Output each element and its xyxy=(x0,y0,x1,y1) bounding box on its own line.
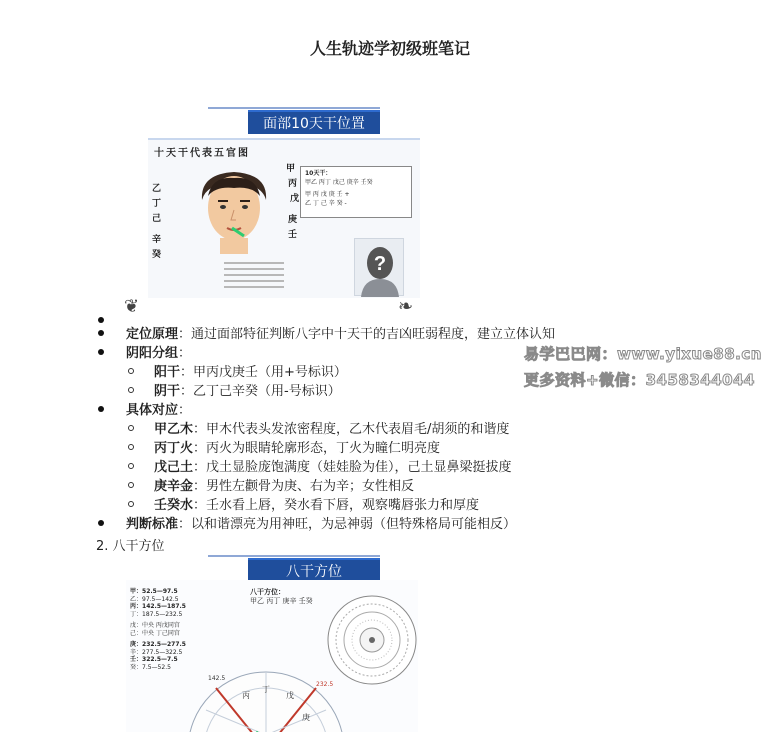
sub-bullet-label: 丙丁火 xyxy=(154,441,194,456)
notes-line: 甲乙 丙丁 戊己 庚辛 壬癸 xyxy=(305,179,373,186)
stems-right-column xyxy=(272,162,299,243)
bullet-dot xyxy=(98,406,104,412)
degree-line: 丙：142.5—187.5 xyxy=(130,603,186,610)
degree-line: 己：中央 丁己同宫 xyxy=(130,629,180,637)
panel-title: 十天干代表五官图 xyxy=(154,148,250,159)
degree-line: 乙：97.5—142.5 xyxy=(130,595,179,603)
sub-bullet-item xyxy=(154,380,341,399)
scroll-ornament-icon: ❦ xyxy=(124,296,140,317)
stem-label: 丁 xyxy=(152,199,162,209)
stems-notes-box xyxy=(300,166,412,218)
direction-compass xyxy=(186,640,346,732)
bullet-item xyxy=(126,342,191,361)
stem-label: 己 xyxy=(152,214,162,224)
sub-bullet-text: ：丙火为眼睛轮廓形态，丁火为瞳仁明亮度 xyxy=(193,441,441,456)
stem-label: 甲 xyxy=(286,164,296,174)
stem-label: 戊 xyxy=(290,194,300,204)
sub-bullet-circle xyxy=(128,425,134,431)
eight-stems-direction-figure xyxy=(124,550,420,732)
bullet-dot xyxy=(98,349,104,355)
bullet-item xyxy=(126,323,555,342)
bullet-label: 阴阳分组 xyxy=(126,346,179,361)
sub-bullet-text: ：甲丙戊庚壬（用+号标识） xyxy=(180,365,347,380)
sub-bullet-label: 阳干 xyxy=(154,365,181,380)
bullet-label: 具体对应 xyxy=(126,403,179,418)
scroll-ornament-icon: ❧ xyxy=(398,296,414,317)
bullet-dot xyxy=(98,520,104,526)
sub-bullet-item xyxy=(154,456,512,475)
bagua-text xyxy=(250,588,313,606)
sub-bullet-text: ：壬水看上唇，癸水看下唇，观察嘴唇张力和厚度 xyxy=(193,498,480,513)
bullet-text: ：通过面部特征判断八字中十天干的吉凶旺弱程度，建立立体认知 xyxy=(178,327,556,342)
stem-label: 壬 xyxy=(288,230,298,240)
bullet-label: 判断标准 xyxy=(126,517,179,532)
figure-panel xyxy=(126,580,418,732)
bullet-text: ： xyxy=(178,403,192,418)
notes-line: 乙 丁 己 辛 癸 - xyxy=(305,200,347,207)
compass-stem-label: 丁 xyxy=(262,685,270,694)
sub-bullet-circle xyxy=(128,463,134,469)
figure-panel xyxy=(148,138,420,298)
sub-bullet-item xyxy=(154,361,347,380)
sub-bullet-circle xyxy=(128,501,134,507)
question-mark-icon: ? xyxy=(373,253,387,275)
stem-label: 乙 xyxy=(152,184,162,194)
sub-bullet-item xyxy=(154,437,440,456)
sub-bullet-text: ：甲木代表头发浓密程度，乙木代表眉毛/胡须的和谐度 xyxy=(193,422,510,437)
stem-label: 丙 xyxy=(288,179,298,189)
sub-bullet-circle xyxy=(128,387,134,393)
person-photo xyxy=(354,238,404,296)
bullet-dot xyxy=(98,317,104,323)
sub-bullet-circle xyxy=(128,444,134,450)
sub-bullet-item xyxy=(154,475,414,494)
sub-bullet-text: ：男性左颧骨为庚、右为辛；女性相反 xyxy=(193,479,415,494)
sub-bullet-circle xyxy=(128,368,134,374)
bagua-wheel-diagram xyxy=(326,594,418,686)
compass-stem-label: 戊 xyxy=(286,691,294,700)
section-heading: 2. 八干方位 xyxy=(96,539,165,554)
sub-bullet-circle xyxy=(128,482,134,488)
degree-list xyxy=(130,588,186,671)
compass-degree-label: 142.5 xyxy=(208,675,226,682)
bullet-dot xyxy=(98,330,104,336)
sub-bullet-item xyxy=(154,494,479,513)
bullet-item xyxy=(126,399,191,418)
notes-title: 10天干： xyxy=(305,170,332,177)
compass-stem-label: 庚 xyxy=(302,713,310,722)
sub-bullet-text: ：戊土显脸庞饱满度（娃娃脸为佳），己土显鼻梁挺拔度 xyxy=(193,460,512,475)
face-stems-figure xyxy=(124,102,420,322)
compass-degree-label: 232.5 xyxy=(316,681,334,688)
figure-caption-lines xyxy=(224,258,284,292)
degree-line: 辛：277.5—322.5 xyxy=(130,648,183,656)
bullet-text: ：以和谐漂亮为用神旺，为忌神弱（但特殊格局可能相反） xyxy=(178,517,517,532)
document-title: 人生轨迹学初级班笔记 xyxy=(309,39,470,58)
watermark-line: 易学巴巴网：www.yixue88.cn xyxy=(524,345,762,363)
bullet-text: ： xyxy=(178,346,192,361)
face-illustration xyxy=(192,166,276,254)
sub-bullet-text: ：乙丁己辛癸（用-号标识） xyxy=(180,384,341,399)
degree-line: 壬：322.5—7.5 xyxy=(130,656,178,663)
stems-left-column xyxy=(152,182,161,263)
figure-banner: 面部10天干位置 xyxy=(248,110,380,134)
notes-line: 甲 丙 戊 庚 壬 + xyxy=(305,191,350,198)
sub-bullet-label: 庚辛金 xyxy=(154,479,194,494)
bullet-label: 定位原理 xyxy=(126,327,179,342)
sub-bullet-label: 壬癸水 xyxy=(154,498,194,513)
stem-label: 辛 xyxy=(152,235,162,245)
compass-stem-label: 丙 xyxy=(242,691,250,700)
bagua-title: 八干方位： xyxy=(250,588,285,596)
degree-line: 戊：中央 丙戊同宫 xyxy=(130,622,180,629)
bagua-line: 甲乙 丙丁 庚辛 壬癸 xyxy=(250,597,313,605)
sub-bullet-label: 甲乙木 xyxy=(154,422,194,437)
stem-label: 庚 xyxy=(288,215,298,225)
degree-line: 癸：7.5—52.5 xyxy=(130,663,171,671)
watermark-line: 更多资料+微信：3458344044 xyxy=(524,371,755,389)
stem-label: 癸 xyxy=(152,250,162,260)
bullet-item xyxy=(126,513,516,532)
degree-line: 丁：187.5—232.5 xyxy=(130,610,183,618)
sub-bullet-label: 戊己土 xyxy=(154,460,194,475)
sub-bullet-item xyxy=(154,418,509,437)
sub-bullet-label: 阴干 xyxy=(154,384,181,399)
degree-line: 甲：52.5—97.5 xyxy=(130,588,178,595)
figure-banner: 八干方位 xyxy=(248,558,380,582)
degree-line: 庚：232.5—277.5 xyxy=(130,641,186,648)
